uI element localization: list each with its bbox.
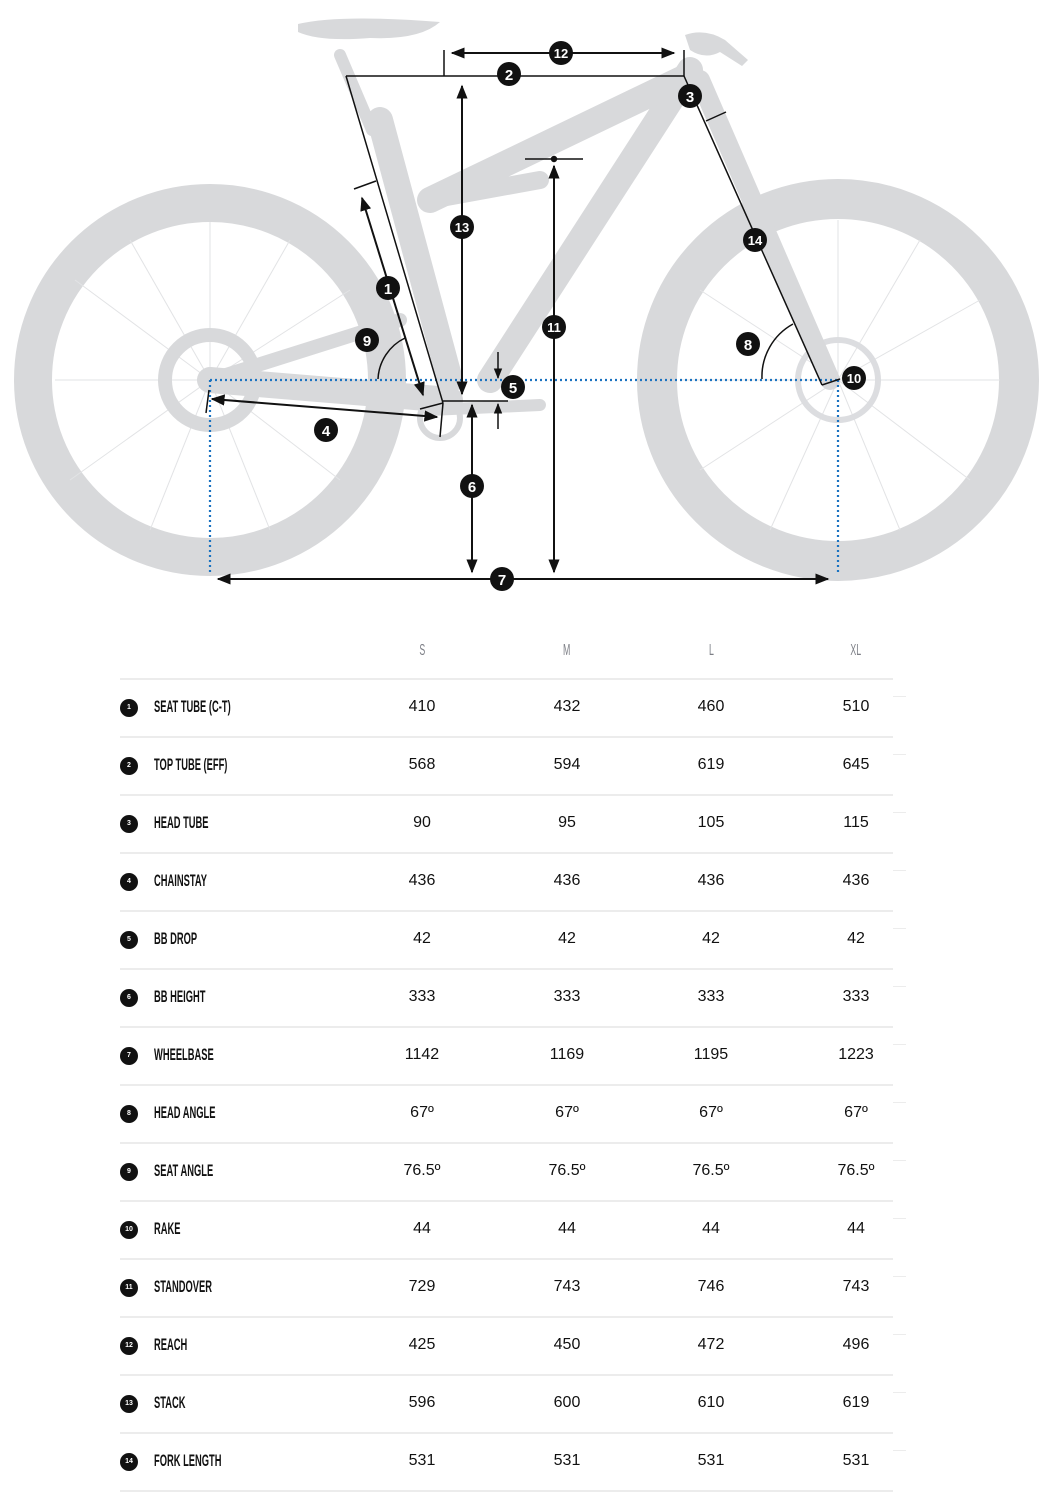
callout-1 [376,276,400,300]
cell-s: 436 [408,872,436,889]
number-badge: 2 [120,757,138,775]
cell-m: 333 [553,988,581,1005]
cell-m: 436 [553,872,581,889]
svg-text:1: 1 [383,281,393,298]
geometry-table [120,624,893,1492]
svg-text:5: 5 [508,380,518,397]
row-label: FORK LENGTH [154,1451,222,1470]
number-badge: 10 [120,1221,138,1239]
cell-xl: 115 [843,814,869,831]
cell-m: 44 [558,1220,576,1237]
callout-7 [490,567,514,591]
cell-xl: 496 [842,1336,870,1353]
cell-xl: 645 [842,756,870,773]
cell-l: 333 [697,988,725,1005]
cell-l: 472 [697,1336,725,1353]
table-row-top-tube [120,738,893,796]
number-badge: 11 [120,1279,138,1297]
svg-text:14: 14 [747,233,763,248]
cell-l: 619 [697,756,725,773]
cell-xl: 743 [842,1278,870,1295]
cell-l: 436 [697,872,725,889]
cell-s: 76.5º [403,1162,441,1179]
cell-s: 42 [413,930,431,947]
column-header-m: M [563,642,571,659]
cell-l: 105 [697,814,725,831]
cell-xl: 531 [842,1452,870,1469]
callout-4 [314,418,338,442]
cell-m: 531 [553,1452,581,1469]
callout-3 [678,84,702,108]
cell-l: 610 [697,1394,725,1411]
cell-m: 450 [553,1336,581,1353]
row-label: STACK [154,1393,186,1412]
cell-s: 596 [408,1394,436,1411]
cell-s: 90 [413,814,431,831]
svg-text:9: 9 [362,333,372,350]
callout-8 [736,332,760,356]
table-row-seat-angle [120,1144,893,1202]
cell-m: 76.5º [548,1162,586,1179]
geometry-diagram [0,0,1058,600]
cell-m: 600 [553,1394,581,1411]
svg-text:11: 11 [547,320,561,335]
table-row-bb-drop [120,912,893,970]
cell-s: 67º [410,1104,434,1121]
number-badge: 4 [120,873,138,891]
svg-text:8: 8 [743,337,753,354]
table-row-seat-tube [120,680,893,738]
row-label: SEAT ANGLE [154,1161,214,1180]
cell-s: 531 [408,1452,436,1469]
cell-xl: 42 [847,930,865,947]
column-header-l: L [708,642,714,659]
table-header [120,624,893,680]
cell-xl: 436 [842,872,870,889]
cell-m: 432 [553,698,581,715]
table-row-bb-height [120,970,893,1028]
row-label: HEAD ANGLE [154,1103,216,1122]
cell-l: 67º [699,1104,723,1121]
table-row-head-angle [120,1086,893,1144]
callout-13 [450,215,474,239]
table-row-reach [120,1318,893,1376]
table-row-chainstay [120,854,893,912]
cell-xl: 510 [842,698,870,715]
cell-l: 746 [697,1278,725,1295]
bike-silhouette [33,18,1019,561]
cell-s: 568 [408,756,436,773]
cell-m: 743 [553,1278,581,1295]
row-label: RAKE [154,1219,181,1238]
cell-l: 1195 [693,1046,729,1063]
callout-6 [460,474,484,498]
row-label: CHAINSTAY [154,871,207,890]
cell-m: 95 [558,814,576,831]
column-header-xl: XL [850,642,862,659]
number-badge: 7 [120,1047,138,1065]
row-label: BB DROP [154,929,198,948]
row-label: STANDOVER [154,1277,213,1296]
cell-l: 76.5º [692,1162,730,1179]
cell-xl: 333 [842,988,870,1005]
cell-xl: 76.5º [837,1162,875,1179]
svg-text:6: 6 [467,479,477,496]
cell-xl: 67º [844,1104,868,1121]
cell-s: 729 [408,1278,436,1295]
column-header-s: S [419,642,425,659]
table-row-wheelbase [120,1028,893,1086]
row-label: WHEELBASE [154,1045,214,1064]
callout-9 [355,328,379,352]
callout-11 [542,315,566,339]
cell-s: 410 [408,698,436,715]
table-row-stack [120,1376,893,1434]
cell-m: 42 [558,930,576,947]
row-label: BB HEIGHT [154,987,206,1006]
cell-m: 1169 [549,1046,585,1063]
svg-text:13: 13 [454,220,470,235]
callout-12 [549,41,573,65]
cell-l: 42 [702,930,720,947]
cell-xl: 1223 [838,1046,874,1063]
cell-m: 67º [555,1104,579,1121]
cell-xl: 619 [842,1394,870,1411]
number-badge: 9 [120,1163,138,1181]
number-badge: 3 [120,815,138,833]
number-badge: 5 [120,931,138,949]
cell-s: 1142 [404,1046,440,1063]
callout-5 [501,375,525,399]
number-badge: 1 [120,699,138,717]
svg-text:3: 3 [685,89,695,106]
table-row-rake [120,1202,893,1260]
table-row-head-tube [120,796,893,854]
row-label: TOP TUBE (EFF) [154,755,228,774]
svg-text:10: 10 [846,371,862,386]
cell-s: 44 [413,1220,431,1237]
number-badge: 14 [120,1453,138,1471]
callout-2 [497,62,521,86]
number-badge: 12 [120,1337,138,1355]
number-badge: 8 [120,1105,138,1123]
number-badge: 13 [120,1395,138,1413]
row-label: REACH [154,1335,188,1354]
svg-text:7: 7 [497,572,507,589]
cell-s: 333 [408,988,436,1005]
callout-10 [842,366,866,390]
cell-m: 594 [553,756,581,773]
svg-text:2: 2 [504,67,514,84]
cell-xl: 44 [847,1220,865,1237]
cell-s: 425 [408,1336,436,1353]
number-badge: 6 [120,989,138,1007]
row-label: HEAD TUBE [154,813,209,832]
table-row-standover [120,1260,893,1318]
svg-text:4: 4 [321,423,331,440]
svg-text:12: 12 [553,46,569,61]
callout-14 [743,228,767,252]
cell-l: 460 [697,698,725,715]
cell-l: 531 [697,1452,725,1469]
row-label: SEAT TUBE (C-T) [154,697,231,716]
table-row-fork-length [120,1434,893,1492]
cell-l: 44 [702,1220,720,1237]
